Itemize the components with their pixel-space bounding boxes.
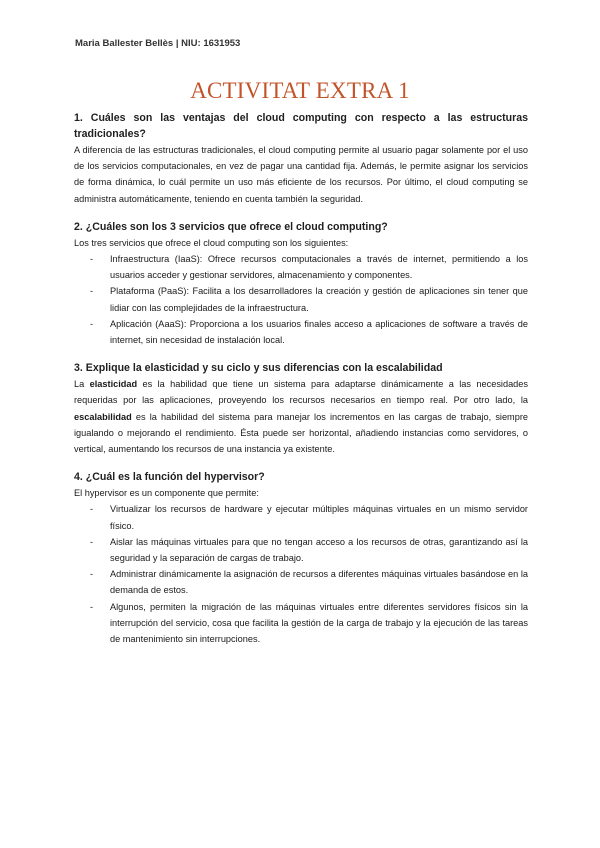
list-item: - Infraestructura (IaaS): Ofrece recursos computacionales a través de internet, permitiendo a los usuarios acceder y gestionar servidores, almacenamiento y componentes.: [90, 254, 528, 281]
section-1: [74, 110, 528, 207]
services-list: [74, 251, 528, 348]
section-paragraph: La elasticidad es la habilidad que tiene un sistema para adaptarse dinámicamente a las necesidades requeridas por las aplicaciones, proveyendo los recursos necesarios en tiempo real. Por otro lado, la escalabilidad es la habilidad del sistema para manejar los incrementos en las cargas de trabajo, siempre igualando o mejorando el rendimiento. Ésta puede ser horizontal, añadiendo instancias como servidores, o vertical, aumentando los recursos de una instancia ya existente.: [74, 379, 528, 455]
author-header: Maria Ballester Bellès | NIU: 1631953: [75, 38, 241, 49]
section-paragraph: A diferencia de las estructuras tradicionales, el cloud computing permite al usuario pagar solamente por el uso de los servicios computacionales, en vez de pagar una cantidad fija. Además, le permite asignar los servicios de forma dinámica, lo cuál permite un uso más eficiente de los recursos. Por último, el cloud computing se administra automáticamente, teniendo en cuenta también la seguridad.: [74, 145, 528, 204]
section-4: [74, 469, 528, 647]
section-heading: 3. Explique la elasticidad y su ciclo y sus diferencias con la escalabilidad: [74, 362, 443, 375]
term-elasticidad: elasticidad: [89, 379, 138, 390]
list-item: - Plataforma (PaaS): Facilita a los desarrolladores la creación y gestión de aplicaciones sin tener que lidiar con las complejidades de la infraestructura.: [90, 286, 528, 313]
section-2: [74, 219, 528, 348]
document-body: [74, 110, 528, 659]
section-intro: Los tres servicios que ofrece el cloud computing son los siguientes:: [74, 237, 349, 248]
term-escalabilidad: escalabilidad: [74, 411, 132, 422]
section-heading: 2. ¿Cuáles son los 3 servicios que ofrece el cloud computing?: [74, 220, 388, 233]
section-heading: 1. Cuáles son las ventajas del cloud computing con respecto a las estructuras tradicionales?: [74, 112, 528, 140]
page-title: ACTIVITAT EXTRA 1: [190, 78, 410, 103]
list-item: - Administrar dinámicamente la asignación de recursos a diferentes máquinas virtuales basándose en la demanda de estos.: [90, 569, 528, 596]
section-3: [74, 360, 528, 457]
list-item: - Virtualizar los recursos de hardware y ejecutar múltiples máquinas virtuales en un mismo servidor físico.: [90, 504, 528, 531]
list-item: - Algunos, permiten la migración de las máquinas virtuales entre diferentes servidores físicos sin la interrupción del servicio, cosa que facilita la gestión de la carga de trabajo y la ejecución de las tareas de mantenimiento sin interrupciones.: [90, 601, 528, 645]
section-heading: 4. ¿Cuál es la función del hypervisor?: [74, 471, 265, 484]
section-intro: El hypervisor es un componente que permite:: [74, 488, 259, 499]
hypervisor-list: [74, 501, 528, 647]
list-item: - Aplicación (AaaS): Proporciona a los usuarios finales acceso a aplicaciones de software a través de internet, sin necesidad de instalación local.: [90, 318, 528, 346]
list-item: - Aislar las máquinas virtuales para que no tengan acceso a los recursos de otras, garantizando así la seguridad y la separación de cargas de trabajo.: [90, 536, 528, 564]
